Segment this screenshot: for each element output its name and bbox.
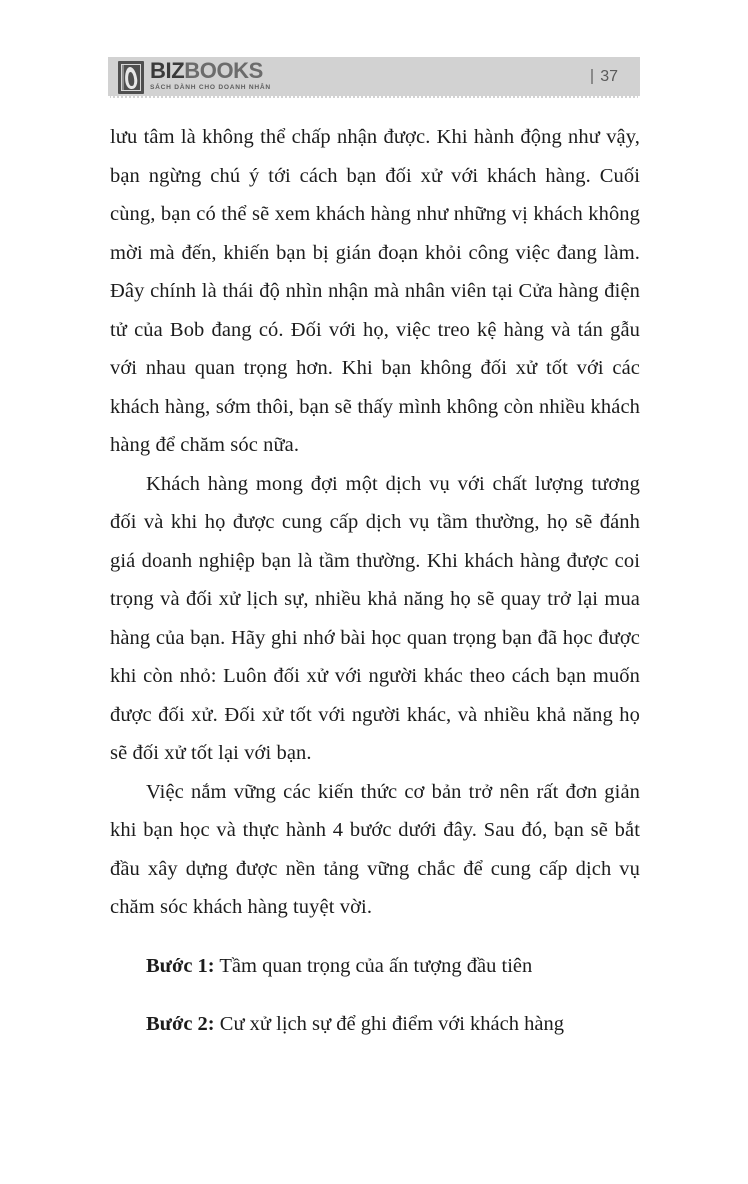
- brand-title-books: BOOKS: [184, 58, 263, 83]
- brand-title-biz: BIZ: [150, 58, 185, 83]
- step-text: Tầm quan trọng của ấn tượng đầu tiên: [214, 954, 533, 977]
- paragraph: Khách hàng mong đợi một dịch vụ với chất lượng tương đối và khi họ được cung cấp dịch vụ tầm thường, họ sẽ đánh giá doanh nghiệp bạn là tầm thường. Khi khách hàng được coi trọng và đối xử lịch sự, nhiều khả năng họ sẽ quay trở lại mua hàng của bạn. Hãy ghi nhớ bài học quan trọng bạn đã học được khi còn nhỏ: Luôn đối xử với người khác theo cách bạn muốn được đối xử. Đối xử tốt với người khác, và nhiều khả năng họ sẽ đối xử tốt lại với bạn.: [110, 472, 640, 764]
- step-label: Bước 2:: [146, 1013, 215, 1035]
- brand-logo: [108, 57, 271, 96]
- book-emblem-icon: [118, 61, 144, 94]
- brand-tagline: SÁCH DÀNH CHO DOANH NHÂN: [150, 84, 271, 91]
- step-label: Bước 1:: [146, 954, 215, 977]
- page-folio: [591, 68, 640, 86]
- brand-title: [150, 60, 271, 82]
- step-heading-1: [110, 947, 640, 986]
- running-header: [108, 57, 640, 98]
- page-number: 37: [600, 67, 618, 85]
- step-text: Cư xử lịch sự để ghi điểm với khách hàng: [214, 1013, 564, 1035]
- folio-rule-icon: [591, 69, 593, 84]
- step-heading-2: [110, 1005, 640, 1044]
- paragraph: Việc nắm vững các kiến thức cơ bản trở nên rất đơn giản khi bạn học và thực hành 4 bước dưới đây. Sau đó, bạn sẽ bắt đầu xây dựng được nền tảng vững chắc để cung cấp dịch vụ chăm sóc khách hàng tuyệt vời.: [110, 780, 640, 918]
- brand-wordmark: [150, 60, 271, 92]
- paragraph: lưu tâm là không thể chấp nhận được. Khi hành động như vậy, bạn ngừng chú ý tới cách bạn đối xử với khách hàng. Cuối cùng, bạn có thể sẽ xem khách hàng như những vị khách không mời mà đến, khiến bạn bị gián đoạn khỏi công việc đang làm. Đây chính là thái độ nhìn nhận mà nhân viên tại Cửa hàng điện tử của Bob đang có. Đối với họ, việc treo kệ hàng và tán gẫu với nhau quan trọng hơn. Khi bạn không đối xử tốt với các khách hàng, sớm thôi, bạn sẽ thấy mình không còn nhiều khách hàng để chăm sóc nữa.: [110, 126, 640, 456]
- page-body: [110, 118, 640, 1044]
